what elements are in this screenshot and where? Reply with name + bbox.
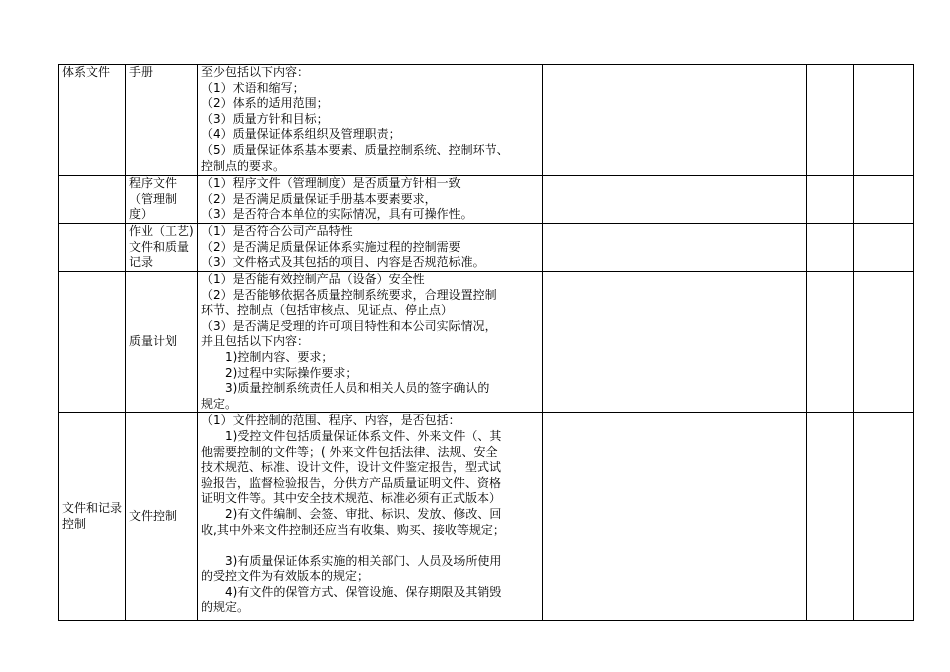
result-cell (807, 65, 854, 176)
requirement-subline: 1)受控文件包括质量保证体系文件、外来文件（、其 (225, 428, 502, 443)
requirement-subline: 3)质量控制系统责任人员和相关人员的签字确认的 (225, 381, 490, 396)
category-cell (59, 224, 126, 272)
requirement-line: 收,其中外来文件控制还应当有收集、购买、接收等规定； (201, 522, 505, 537)
category-cell (59, 272, 126, 413)
requirement-line: 控制点的要求。 (201, 158, 286, 173)
requirement-line: （3）是否符合本单位的实际情况，具有可操作性。 (201, 207, 473, 222)
category-label: 文件和记录控制 (62, 501, 123, 531)
item-cell (126, 65, 198, 176)
requirement-line: （1）程序文件（管理制度）是否质量方针相一致 (201, 176, 461, 190)
requirement-subline: 2)过程中实际操作要求； (225, 365, 358, 380)
requirement-line: （1）术语和缩写； (201, 80, 305, 95)
remark-cell (854, 65, 914, 176)
requirement-cell (198, 413, 543, 621)
table-row (59, 176, 914, 224)
requirement-line: 证明文件等。其中安全技术规范、标准必须有正式版本） (201, 491, 502, 506)
finding-cell (543, 65, 807, 176)
requirement-line: （4）质量保证体系组织及管理职责； (201, 127, 401, 142)
result-cell (807, 413, 854, 621)
finding-cell (543, 176, 807, 224)
category-cell (59, 413, 126, 621)
requirement-line: （3）质量方针和目标； (201, 111, 329, 126)
remark-cell (854, 413, 914, 621)
finding-cell (543, 413, 807, 621)
item-label: 质量计划 (129, 334, 178, 349)
requirement-subline: 2)有文件编制、会签、审批、标识、发放、修改、回 (225, 506, 502, 521)
requirement-line: 验报告，监督检验报告，分供方产品质量证明文件、资格 (201, 475, 502, 490)
requirement-line: （1）是否符合公司产品特性 (201, 224, 353, 238)
requirement-line: （3）是否满足受理的许可项目特性和本公司实际情况， (201, 318, 497, 333)
item-label: 作业（工艺)文件和质量记录 (129, 224, 194, 270)
requirement-cell (198, 176, 543, 224)
requirement-line: 的规定。 (201, 600, 250, 615)
requirement-line: 技术规范、标准、设计文件，设计文件鉴定报告，型式试 (201, 460, 502, 475)
remark-cell (854, 224, 914, 272)
category-cell (59, 65, 126, 176)
item-cell (126, 224, 198, 272)
requirement-cell (198, 65, 543, 176)
requirement-line: （1）是否能有效控制产品（设备）安全性 (201, 272, 425, 286)
review-table (58, 64, 914, 621)
table-row (59, 65, 914, 176)
requirement-line: 并且包括以下内容： (201, 334, 310, 349)
requirement-line: （2）是否能够依据各质量控制系统要求，合理设置控制 (201, 287, 497, 302)
requirement-line: （1）文件控制的范围、程序、内容，是否包括： (201, 413, 461, 428)
remark-cell (854, 176, 914, 224)
result-cell (807, 272, 854, 413)
finding-cell (543, 272, 807, 413)
blank-line (201, 538, 539, 554)
finding-cell (543, 224, 807, 272)
requirement-line: （3）文件格式及其包括的项目、内容是否规范标准。 (201, 255, 485, 270)
item-label: 文件控制 (129, 509, 178, 524)
requirement-cell (198, 272, 543, 413)
item-cell (126, 176, 198, 224)
table-row (59, 272, 914, 413)
requirement-subline: 1)控制内容、要求； (225, 349, 334, 364)
requirement-subline: 4)有文件的保管方式、保管设施、保存期限及其销毁 (225, 584, 502, 599)
category-label: 体系文件 (62, 65, 111, 79)
requirement-line: 的受控文件为有效版本的规定； (201, 569, 370, 584)
result-cell (807, 224, 854, 272)
item-cell (126, 413, 198, 621)
table-row (59, 224, 914, 272)
requirement-line: （5）质量保证体系基本要素、质量控制系统、控制环节、 (201, 142, 509, 157)
item-label: 手册 (129, 65, 154, 79)
requirement-subline: 3)有质量保证体系实施的相关部门、人员及场所使用 (225, 553, 502, 568)
requirement-line: 规定。 (201, 396, 238, 411)
item-label: 程序文件（管理制度） (129, 176, 178, 222)
result-cell (807, 176, 854, 224)
remark-cell (854, 272, 914, 413)
requirement-cell (198, 224, 543, 272)
requirement-line: 至少包括以下内容： (201, 65, 310, 79)
item-cell (126, 272, 198, 413)
table-row (59, 413, 914, 621)
category-cell (59, 176, 126, 224)
requirement-line: （2）是否满足质量保证手册基本要素要求， (201, 191, 437, 206)
requirement-line: 他需要控制的文件等；( 外来文件包括法律、法规、安全 (201, 444, 498, 459)
requirement-line: （2）是否满足质量保证体系实施过程的控制需要 (201, 239, 461, 254)
requirement-line: （2）体系的适用范围； (201, 96, 329, 111)
requirement-line: 环节、控制点（包括审核点、见证点、停止点） (201, 303, 454, 318)
